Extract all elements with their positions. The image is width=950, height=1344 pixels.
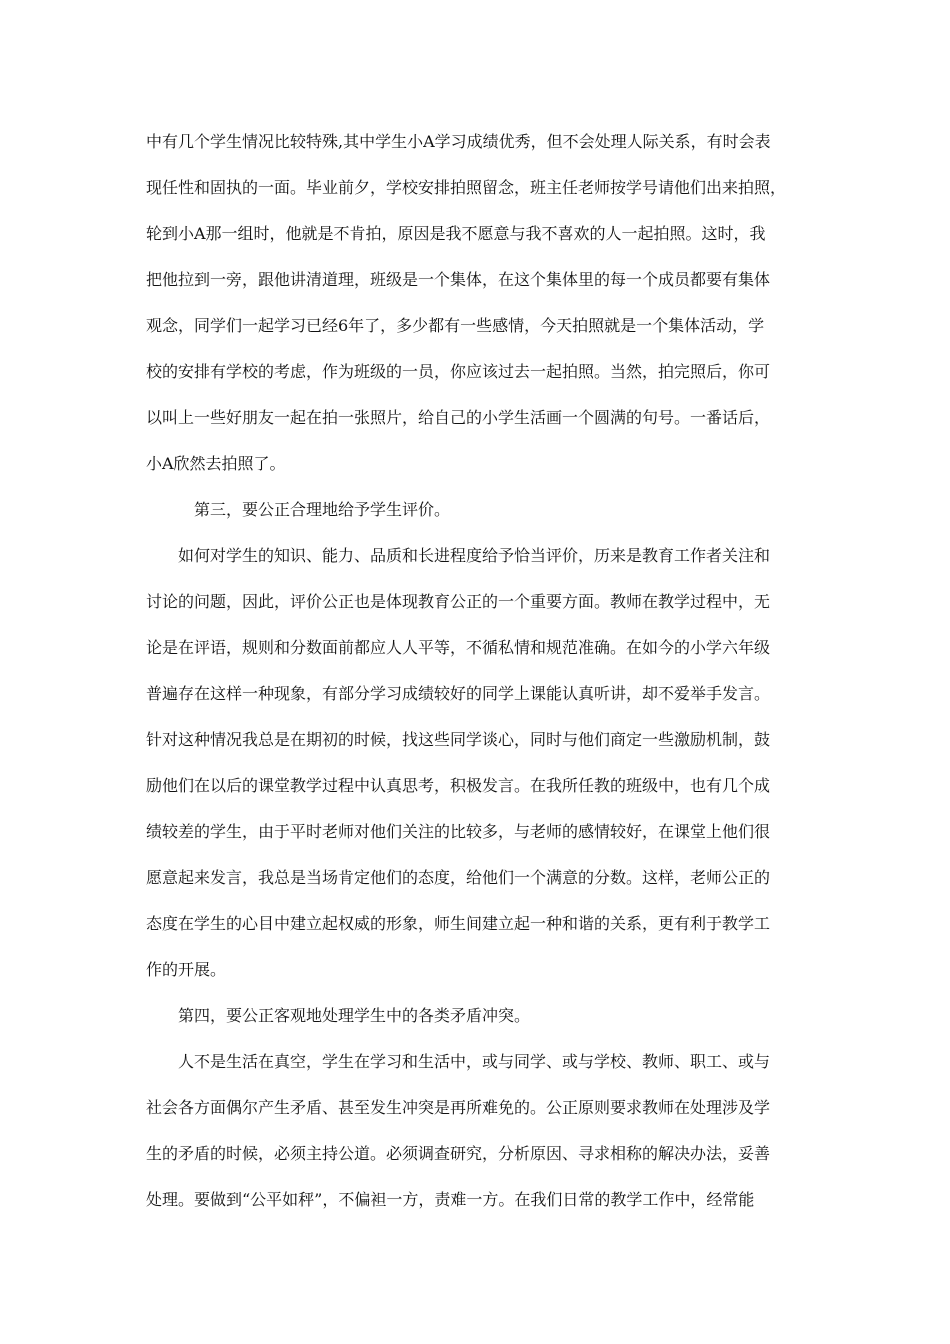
text-line: 作的开展。 — [146, 960, 227, 979]
text-line: 普遍存在这样一种现象，有部分学习成绩较好的同学上课能认真听讲，却不爱举手发言。 — [146, 684, 771, 703]
text-line: 轮到小A那一组时，他就是不肯拍，原因是我不愿意与我不喜欢的人一起拍照。这时，我 — [146, 224, 766, 243]
text-line: 人不是生活在真空，学生在学习和生活中，或与同学、或与学校、教师、职工、或与 — [178, 1052, 771, 1071]
text-line: 处理。要做到“公平如秤”，不偏袒一方，责难一方。在我们日常的教学工作中，经常能 — [146, 1190, 755, 1209]
text-line: 生的矛盾的时候，必须主持公道。必须调查研究，分析原因、寻求相称的解决办法，妥善 — [146, 1144, 771, 1163]
text-line: 愿意起来发言，我总是当场肯定他们的态度，给他们一个满意的分数。这样，老师公正的 — [146, 868, 771, 887]
text-line: 小A欣然去拍照了。 — [146, 454, 286, 473]
text-line: 观念，同学们一起学习已经6年了，多少都有一些感情，今天拍照就是一个集体活动，学 — [146, 316, 765, 335]
section-heading: 第三，要公正合理地给予学生评价。 — [194, 500, 451, 519]
text-line: 针对这种情况我总是在期初的时候，找这些同学谈心，同时与他们商定一些激励机制，鼓 — [146, 730, 771, 749]
text-line: 现任性和固执的一面。毕业前夕，学校安排拍照留念，班主任老师按学号请他们出来拍照， — [146, 178, 787, 197]
text-line: 校的安排有学校的考虑，作为班级的一员，你应该过去一起拍照。当然，拍完照后，你可 — [146, 362, 771, 381]
text-line: 论是在评语，规则和分数面前都应人人平等，不循私情和规范准确。在如今的小学六年级 — [146, 638, 771, 657]
text-line: 态度在学生的心目中建立起权威的形象，师生间建立起一种和谐的关系，更有利于教学工 — [146, 914, 771, 933]
text-line: 把他拉到一旁，跟他讲清道理，班级是一个集体，在这个集体里的每一个成员都要有集体 — [146, 270, 771, 289]
text-line: 绩较差的学生，由于平时老师对他们关注的比较多，与老师的感情较好，在课堂上他们很 — [146, 822, 771, 841]
text-line: 社会各方面偶尔产生矛盾、甚至发生冲突是再所难免的。公正原则要求教师在处理涉及学 — [146, 1098, 771, 1117]
text-line: 讨论的问题，因此，评价公正也是体现教育公正的一个重要方面。教师在教学过程中，无 — [146, 592, 771, 611]
text-line: 中有几个学生情况比较特殊,其中学生小A学习成绩优秀，但不会处理人际关系，有时会表 — [146, 132, 771, 151]
text-line: 以叫上一些好朋友一起在拍一张照片，给自己的小学生活画一个圆满的句号。一番话后， — [146, 408, 771, 427]
text-line: 励他们在以后的课堂教学过程中认真思考，积极发言。在我所任教的班级中，也有几个成 — [146, 776, 771, 795]
text-line: 如何对学生的知识、能力、品质和长进程度给予恰当评价，历来是教育工作者关注和 — [178, 546, 771, 565]
section-heading: 第四，要公正客观地处理学生中的各类矛盾冲突。 — [178, 1006, 531, 1025]
